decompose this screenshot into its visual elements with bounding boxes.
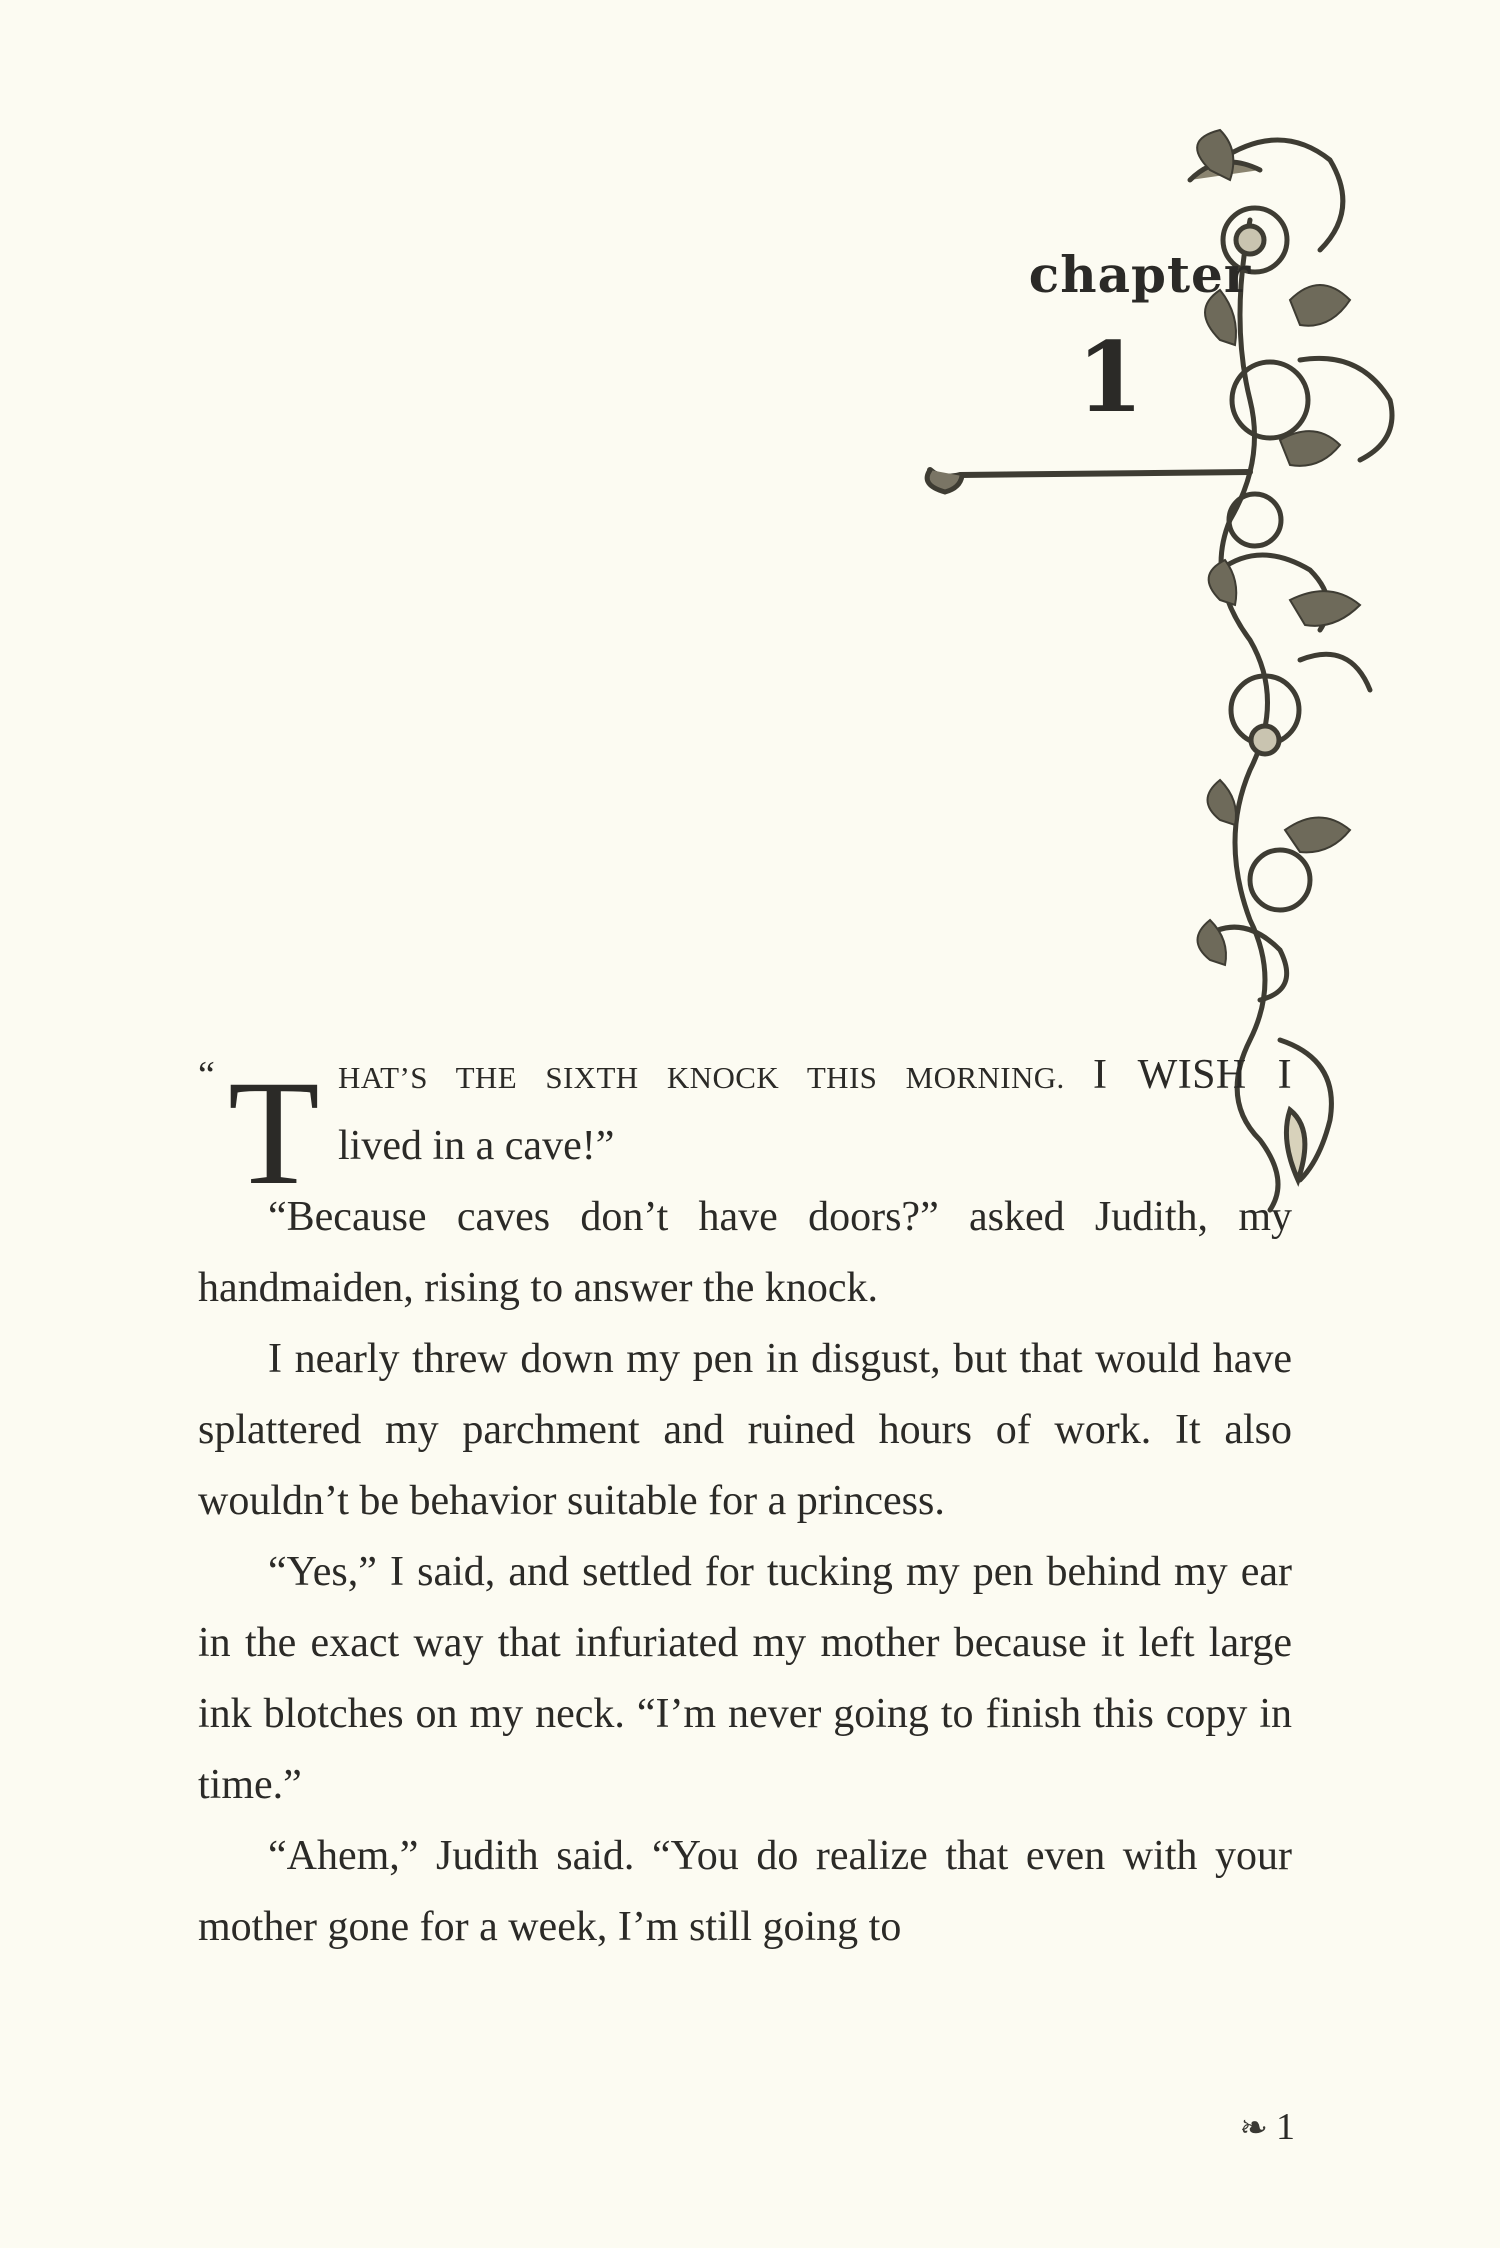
fleuron-icon: ❧: [1239, 2110, 1268, 2147]
smallcaps-opening-text: HAT’S THE SIXTH KNOCK THIS MORNING.: [338, 1060, 1093, 1095]
opening-quote-mark: “: [198, 1054, 215, 1096]
paragraph: “Ahem,” Judith said. “You do realize that even with your mother gone for a week, I’m still going to: [198, 1833, 1292, 1950]
body-text: [198, 1040, 1292, 1963]
drop-cap: T: [228, 1050, 320, 1216]
smallcaps-opening-end: I WISH I: [1092, 1052, 1292, 1098]
chapter-label: chapter: [1028, 245, 1252, 304]
paragraph: I nearly threw down my pen in disgust, but that would have splattered my parchment and ruined hours of work. It also wouldn’t be behavior suitable for a princess.: [198, 1336, 1292, 1524]
paragraph: “Yes,” I said, and settled for tucking my pen behind my ear in the exact way that infuriated my mother because it left large ink blotches on my neck. “I’m never going to finish this copy in time.”: [198, 1549, 1292, 1808]
opening-second-line: lived in a cave!”: [338, 1123, 615, 1169]
chapter-number: 1: [1076, 321, 1144, 434]
smallcaps-opening: [338, 1040, 1292, 1113]
paragraph: “Because caves don’t have doors?” asked Judith, my handmaiden, rising to answer the knock.: [198, 1194, 1292, 1311]
page-number: 1: [1276, 2106, 1295, 2148]
page-footer: [1240, 2105, 1296, 2149]
